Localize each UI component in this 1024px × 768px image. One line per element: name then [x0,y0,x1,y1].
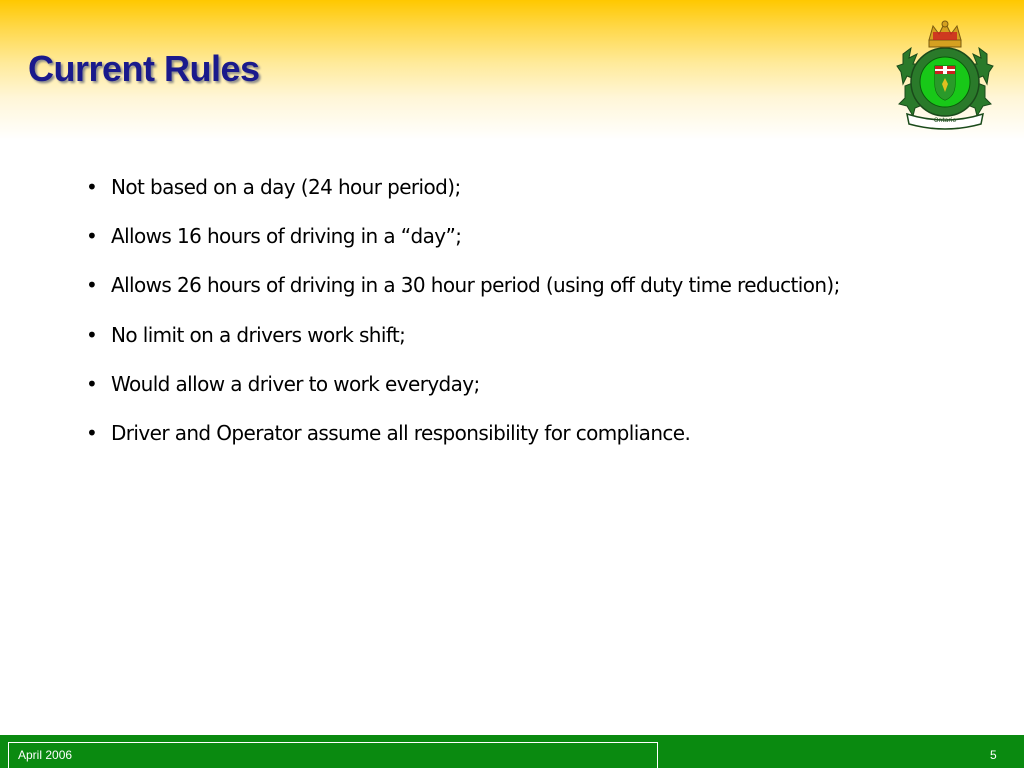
slide-title: Current Rules [28,48,260,89]
crest-label: Ontario [933,117,957,124]
bullet-dot: • [86,175,98,199]
ontario-crest-icon [895,14,995,130]
footer-date: April 2006 [18,748,73,762]
list-item [86,370,986,419]
list-item [86,173,986,222]
list-item [86,419,986,468]
bullet-text: No limit on a drivers work shift; [111,322,406,347]
bullet-dot: • [86,273,98,298]
bullet-dot: • [86,420,98,445]
list-item [86,222,986,271]
list-item [86,271,986,320]
bullet-text: Driver and Operator assume all responsibility for compliance. [111,420,691,445]
bullet-text: Allows 26 hours of driving in a 30 hour period (using off duty time reduction); [111,273,840,298]
crest-graphic [895,14,995,130]
bullet-dot: • [86,371,98,396]
bullet-text: Not based on a day (24 hour period); [111,175,461,199]
bullet-text: Would allow a driver to work everyday; [111,371,480,396]
bullet-dot: • [86,224,98,249]
bullet-text: Allows 16 hours of driving in a “day”; [111,224,462,249]
footer-date-box [8,742,658,768]
bullet-list [86,173,986,468]
bullet-dot: • [86,322,98,347]
page-number: 5 [990,748,997,762]
list-item [86,321,986,370]
footer-bar [0,735,1024,768]
